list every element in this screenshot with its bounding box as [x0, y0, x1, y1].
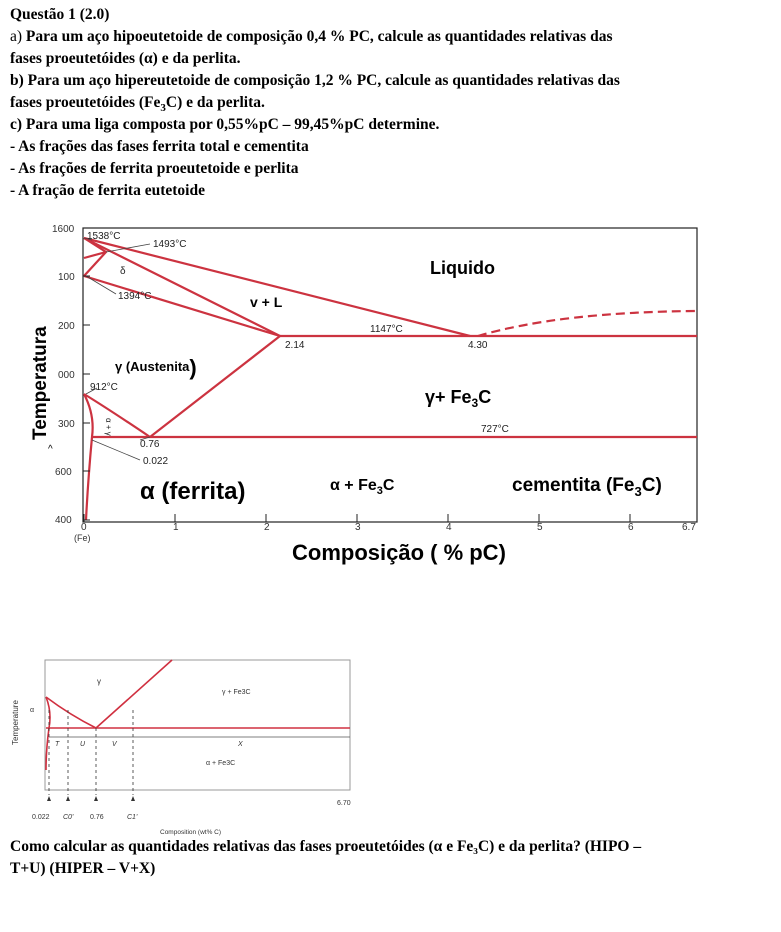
liquidus-to-eutectic-line	[84, 238, 470, 336]
label-austenita	[115, 355, 197, 380]
y-tick-label: 1600	[52, 224, 75, 235]
label-cementita	[512, 475, 662, 499]
label-ferrita: α (ferrita)	[140, 478, 246, 505]
x-tick-label: 4	[446, 522, 452, 533]
label-gamma-fe3c-sub: 3	[471, 396, 479, 410]
label-0022: 0.022	[143, 456, 169, 467]
diagram2-acm-line	[96, 660, 172, 728]
diagram2-mark-c1: C1'	[127, 814, 138, 821]
diagram2-seg-t: T	[55, 741, 60, 748]
diagram2-seg-x: X	[238, 741, 243, 748]
diagram2-boundaries	[46, 660, 350, 770]
diagram2-arrows	[47, 796, 135, 801]
label-austenita-text: γ (Austenita	[115, 359, 190, 374]
x-tick-label: 2	[264, 522, 270, 533]
y-axis-caret: ^	[48, 444, 53, 455]
y-tick-label: 300	[58, 419, 75, 430]
x-ticks	[84, 514, 697, 522]
arrow-icon	[131, 796, 135, 801]
x-tick-label: 0	[81, 522, 87, 533]
label-gamma-fe3c	[425, 387, 491, 410]
label-alpha-fe3c	[330, 477, 395, 497]
footer-line-1: Como calcular as quantidades relativas das fases proeutetóides (α e Fe₃C) e da perlita? (HIPO –	[10, 838, 642, 855]
liquidus-right-line	[478, 311, 697, 336]
label-430: 4.30	[468, 340, 488, 351]
label-alpha-gamma: α + γ	[104, 418, 113, 436]
label-alpha-fe3c-sub: 3	[376, 485, 383, 497]
label-liquido: Liquido	[430, 258, 495, 278]
diagram2-gamma-fe3c: γ + Fe3C	[222, 689, 251, 696]
item-a-prefix: a)	[10, 28, 26, 45]
label-v-l: v + L	[250, 294, 283, 310]
leader-0022	[92, 440, 140, 460]
item-a-line2: fases proeutetóides (α) e da perlita.	[10, 50, 241, 67]
item-a-text: Para um aço hipoeutetoide de composição 0,4 % PC, calcule as quantidades relativas das	[25, 28, 613, 45]
item-b-post: C) e da perlita.	[165, 94, 265, 111]
diagram2-alpha: α	[30, 707, 35, 714]
label-gamma-fe3c-c: C	[478, 387, 492, 407]
y-tick-label: 600	[55, 467, 72, 478]
lever-rule-diagram	[11, 660, 351, 836]
y-tick-label: 400	[55, 515, 72, 526]
x-tick-label: 3	[355, 522, 361, 533]
y-tick-label: 000	[58, 370, 75, 381]
label-1394: 1394°C	[118, 291, 152, 302]
footer-line-2: T+U) (HIPER – V+X)	[10, 860, 156, 877]
a3-line	[84, 394, 150, 437]
diagram2-labels	[11, 677, 351, 836]
diagram2-a3-line	[46, 697, 96, 728]
label-gamma-fe3c-text: γ+ Fe	[425, 387, 472, 407]
liquidus-left-line	[84, 238, 280, 336]
label-alpha-fe3c-c: C	[382, 477, 395, 494]
label-727: 727°C	[481, 424, 509, 435]
label-1538: 1538°C	[87, 231, 121, 242]
item-c-bullet-3: - A fração de ferrita eutetoide	[10, 182, 205, 199]
diagram2-alpha-fe3c: α + Fe3C	[206, 760, 236, 767]
x-tick-label: 6.7	[682, 522, 696, 533]
diagram2-ferrite-solvus	[46, 697, 50, 770]
ferrite-solvus-line	[84, 394, 93, 520]
leader-lines	[84, 238, 150, 460]
item-b-line1: b) Para um aço hipereutetoide de composição 1,2 % PC, calcule as quantidades relativas das	[10, 72, 620, 89]
label-cementita-c: C)	[641, 475, 662, 496]
diagram2-mark-c0: C0'	[63, 814, 74, 821]
y-axis-title: Temperatura	[30, 326, 51, 440]
question-title: Questão 1 (2.0)	[10, 6, 110, 23]
label-cementita-sub: 3	[634, 484, 642, 499]
label-1493: 1493°C	[153, 239, 187, 250]
arrow-icon	[47, 796, 51, 801]
diagram2-dashed-lines	[49, 710, 133, 795]
label-1147: 1147°C	[370, 324, 403, 335]
y-tick-label: 200	[58, 321, 75, 332]
diagram-labels	[87, 231, 662, 505]
diagram2-seg-v: V	[112, 741, 117, 748]
item-b-sub: 3	[160, 102, 166, 115]
label-cementita-text: cementita (Fe	[512, 475, 635, 496]
x-tick-label: 6	[628, 522, 634, 533]
acm-line	[150, 336, 280, 437]
diagram2-x-end: 6.70	[337, 800, 351, 807]
x-fe-label: (Fe)	[74, 533, 91, 543]
item-b-pre: fases proeutetóides (Fe	[10, 94, 161, 111]
item-c-line: c) Para uma liga composta por 0,55%pC – 99,45%pC determine.	[10, 116, 440, 133]
x-tick-label: 1	[173, 522, 179, 533]
x-tick-label: 5	[537, 522, 543, 533]
diagram2-ylabel: Temperature	[11, 700, 20, 745]
label-delta: δ	[120, 266, 126, 277]
y-tick-label: 100	[58, 272, 75, 283]
y-tick-labels	[52, 224, 75, 526]
label-076: 0.76	[140, 439, 160, 450]
arrow-icon	[94, 796, 98, 801]
diagram2-mark-076: 0.76	[90, 814, 104, 821]
diagram2-gamma: γ	[97, 677, 101, 686]
item-c-bullet-2: - As frações de ferrita proeutetoide e perlita	[10, 160, 299, 177]
arrow-icon	[66, 796, 70, 801]
label-alpha-fe3c-text: α + Fe	[330, 477, 377, 494]
diagram2-xlabel: Composition (wt% C)	[160, 829, 222, 836]
item-c-bullet-1: - As frações das fases ferrita total e cementita	[10, 138, 309, 155]
label-214: 2.14	[285, 340, 305, 351]
diagram2-mark-0022: 0.022	[32, 814, 50, 821]
diagram2-seg-u: U	[80, 741, 86, 748]
label-912: 912°C	[90, 382, 118, 393]
x-axis-title: Composição ( % pC)	[292, 540, 506, 565]
label-austenita-paren: )	[189, 355, 197, 380]
